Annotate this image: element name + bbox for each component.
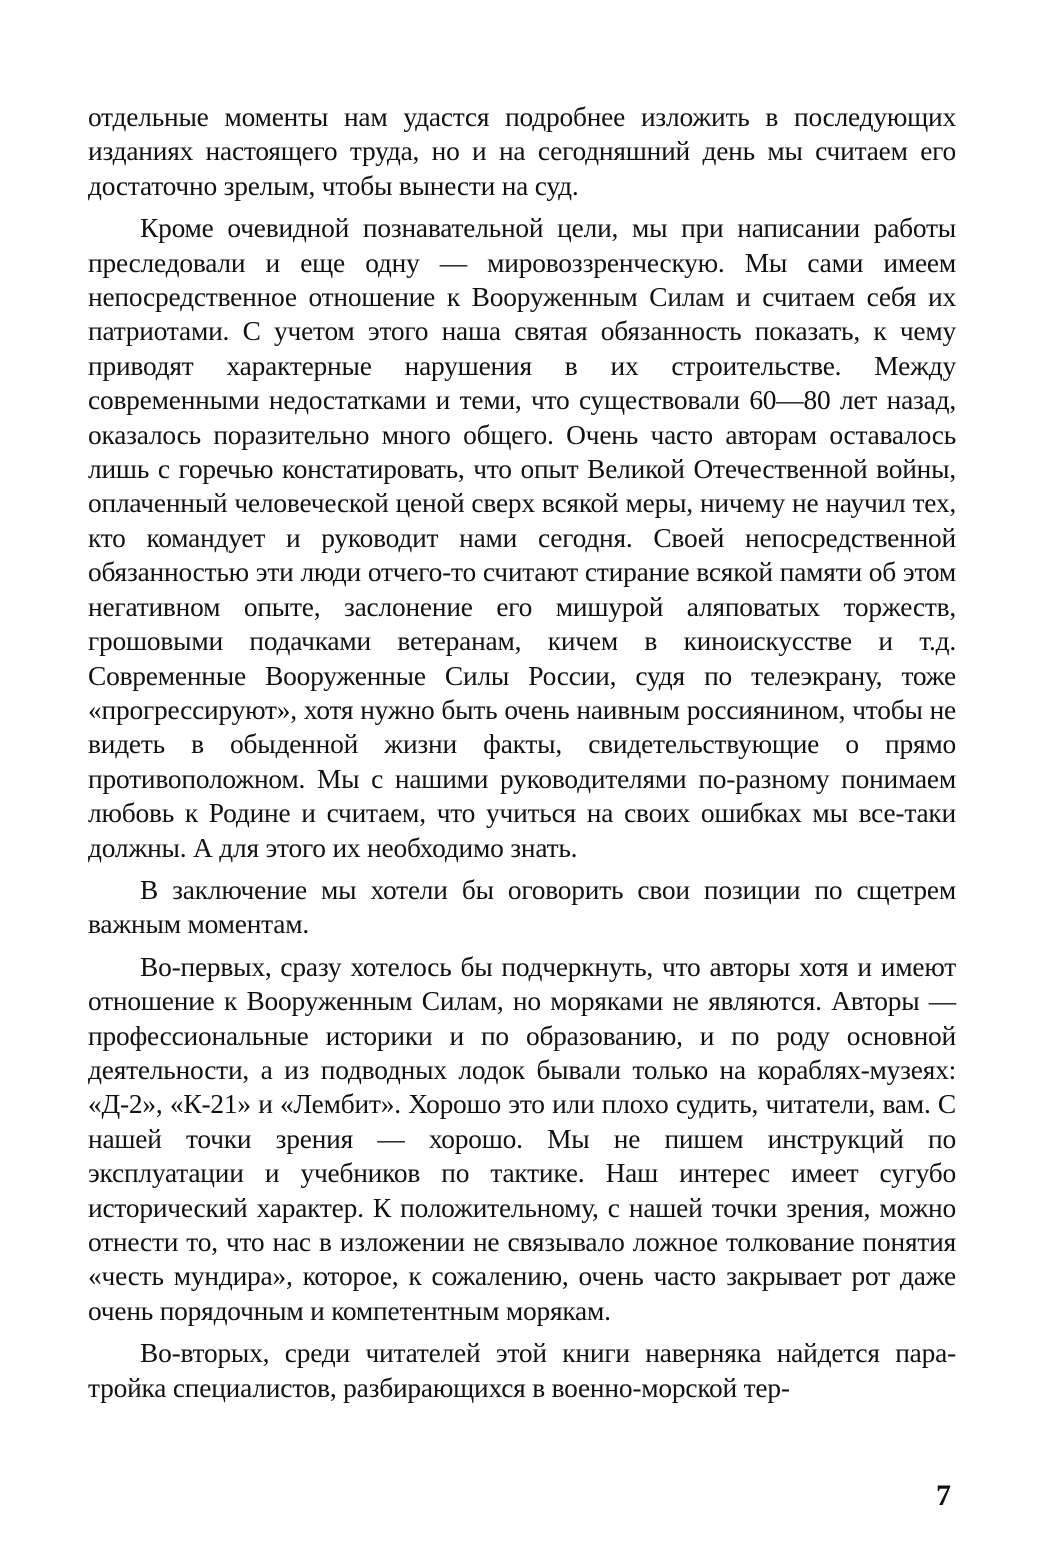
- paragraph-firstly: Во-первых, сразу хотелось бы подчеркнуть, что авторы хотя и имеют отношение к Вооруженным Силам, но моряками не являются. Авторы — профессиональные историки и по образованию, и по роду основной деятельности, а из подводных лодок бывали только на кораблях-музеях: «Д-2», «К-21» и «Лембит». Хорошо это или плохо судить, читатели, вам. С нашей точки зрения — хорошо. Мы не пишем инструкций по эксплуатации и учебников по тактике. Наш интерес имеет сугубо исторический характер. К положительному, с нашей точки зрения, можно отнести то, что нас в изложении не связывало ложное толкование понятия «честь мундира», которое, к сожалению, очень часто закрывает рот даже очень порядочным и компетентным морякам.: [88, 951, 956, 1326]
- paragraph-secondly: Во-вторых, среди читателей этой книги наверняка найдется пара-тройка специалистов, разбирающихся в военно-морской тер-: [88, 1338, 956, 1403]
- paragraph-continuation: отдельные моменты нам удастся подробнее изложить в последующих изданиях настоящего труда, но и на сегодняшний день мы считаем его достаточно зрелым, чтобы вынести на суд.: [88, 102, 956, 201]
- paragraph-worldview-goal: Кроме очевидной познавательной цели, мы при написании работы преследовали и еще одну — мировоззренческую. Мы сами имеем непосредственное отношение к Вооруженным Силам и считаем себя их патриотами. С учетом этого наша святая обязанность показать, к чему приводят характерные нарушения в их строительстве. Между современными недостатками и теми, что существовали 60—80 лет назад, оказалось поразительно много общего. Очень часто авторам оставалось лишь с горечью констатировать, что опыт Великой Отечественной войны, оплаченный человеческой ценой сверх всякой меры, ничему не научил тех, кто командует и руководит нами сегодня. Своей непосредственной обязанностью эти люди отчего-то считают стирание всякой памяти об этом негативном опыте, заслонение его мишурой аляповатых торжеств, грошовыми подачками ветеранам, кичем в киноискусстве и т.д. Современные Вооруженные Силы России, судя по телеэкрану, тоже «прогрессируют», хотя нужно быть очень наивным россиянином, чтобы не видеть в обыденной жизни факты, свидетельствующие о прямо противоположном. Мы с нашими руководителями по-разному понимаем любовь к Родине и считаем, что учиться на своих ошибках мы все-таки должны. А для этого их необходимо знать.: [88, 213, 956, 863]
- paragraph-conclusion-intro: В заключение мы хотели бы оговорить свои позиции по сщетрем важным моментам.: [88, 874, 956, 940]
- page-number: 7: [936, 1479, 951, 1512]
- page-body: [88, 100, 956, 1405]
